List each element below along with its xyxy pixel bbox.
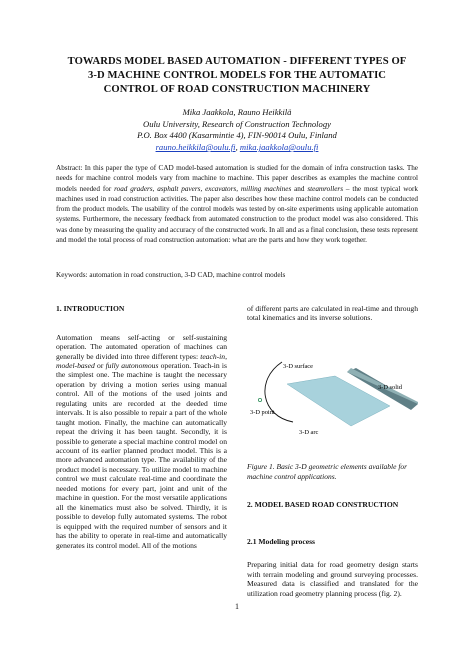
right-column-intro	[247, 304, 418, 323]
intro-text-3: or	[94, 360, 106, 370]
keywords: Keywords: automation in road construction, 3-D CAD, machine control models	[56, 271, 286, 279]
author-names: Mika Jaakkola, Rauno Heikkilä	[182, 107, 292, 117]
left-column	[56, 304, 227, 550]
abstract-steamrollers: steamrollers	[307, 184, 344, 193]
intro-text-4: operation. Teach-in is the simplest one. The machine is taught the necessary operation by driving a motion series using manual control. All of the motions of the used joints and regulating units are recorded at the deeded time intervals. It is also possible to repair a part of the whole taught motion. Finally, the machine can automatically repeat the driving it has been taught. Secondly, it is possible to generate a special machine control model on account of its earlier planned product model. This is a more advanced automation type. The availability of the product model is necessary. To utilize model to machine control we must calculate real-time and coordinate the needed motions for every part, joint and unit of the machine in question. For the most versatile applications all the kinematics must also be solved. Thirdly, it is possible to develop fully automated systems. The robot is equipped with the required number of sensors and it has the ability to operate in real-time and automatically generates its control model. All of the motions	[56, 360, 227, 550]
abstract-text-3: – the most typical work machines used in road construction activities. The paper also describes how these machine control models can be conducted from the product models. The usability of the control models was tested by on-site experiments using applicable automation systems. Furthermore, the necessary feedback from automated construction to the product model was also considered. This was done by measuring the quality and accuracy of the constructed work. In all and as a final conclusion, these tests represent and model the total process of road construction automation: what are the parts and how they work together.	[56, 184, 418, 244]
paper-title	[40, 55, 434, 97]
point-marker	[258, 398, 261, 401]
email-line	[40, 142, 434, 154]
modeling-process-paragraph: Preparing initial data for road geometry design starts with terrain modeling and ground surveying processes. Measured data is classified and translated for the utilization road geometry planning process (fig. 2).	[247, 560, 418, 598]
section-2-heading: 2. MODEL BASED ROAD CONSTRUCTION	[247, 500, 399, 509]
introduction-paragraph	[56, 333, 227, 550]
label-3d-surface: 3-D surface	[283, 363, 313, 370]
title-line-3: CONTROL OF ROAD CONSTRUCTION MACHINERY	[103, 84, 371, 95]
intro-continuation: of different parts are calculated in real-time and through total kinematics and its inverse solutions.	[247, 304, 418, 323]
email-separator: ,	[235, 142, 240, 153]
page-number: 1	[235, 602, 239, 611]
email-link-heikkila[interactable]: rauno.heikkila@oulu.fi	[155, 142, 236, 153]
intro-fully-autonomous: fully autonomous	[105, 360, 159, 370]
figure-1-caption: Figure 1. Basic 3-D geometric elements available for machine control applications.	[247, 462, 408, 481]
title-line-1: TOWARDS MODEL BASED AUTOMATION - DIFFERENT TYPES OF	[67, 56, 407, 67]
subsection-2-1-heading: 2.1 Modeling process	[247, 537, 315, 546]
section-1-heading: 1. INTRODUCTION	[56, 304, 125, 313]
affiliation: Oulu University, Research of Construction Technology	[143, 118, 331, 129]
label-3d-point: 3-D point	[250, 409, 275, 416]
label-3d-arc: 3-D arc	[299, 429, 319, 436]
intro-model-based: model-based	[56, 360, 95, 370]
email-link-jaakkola[interactable]: mika.jaakkola@oulu.fi	[239, 142, 319, 153]
abstract-machines-list: road graders, asphalt pavers, excavators, milling machines	[114, 184, 292, 193]
postal-address: P.O. Box 4400 (Kasarmintie 4), FIN-90014 Oulu, Finland	[137, 130, 337, 141]
title-line-2: 3-D MACHINE CONTROL MODELS FOR THE AUTOMATIC	[87, 70, 387, 81]
geometry-diagram	[247, 356, 418, 452]
abstract-text-2: and	[291, 184, 308, 193]
intro-text-1: Automation means self-acting or self-sustaining operation. The automated operation of machines can generally be divided into three different types:	[56, 332, 227, 361]
abstract	[56, 163, 418, 245]
abstract-text-1: Abstract: In this paper the type of CAD model-based automation is studied for the domain of infra construction tasks. The needs for machine control models vary from machine to machine. This paper describes as examples the machine control models needed for	[56, 164, 418, 193]
figure-1	[247, 356, 418, 452]
author-block	[40, 107, 434, 154]
intro-text-2: ,	[225, 351, 227, 361]
label-3d-solid: 3-D solid	[378, 384, 402, 391]
intro-teach-in: teach-in	[200, 351, 226, 361]
